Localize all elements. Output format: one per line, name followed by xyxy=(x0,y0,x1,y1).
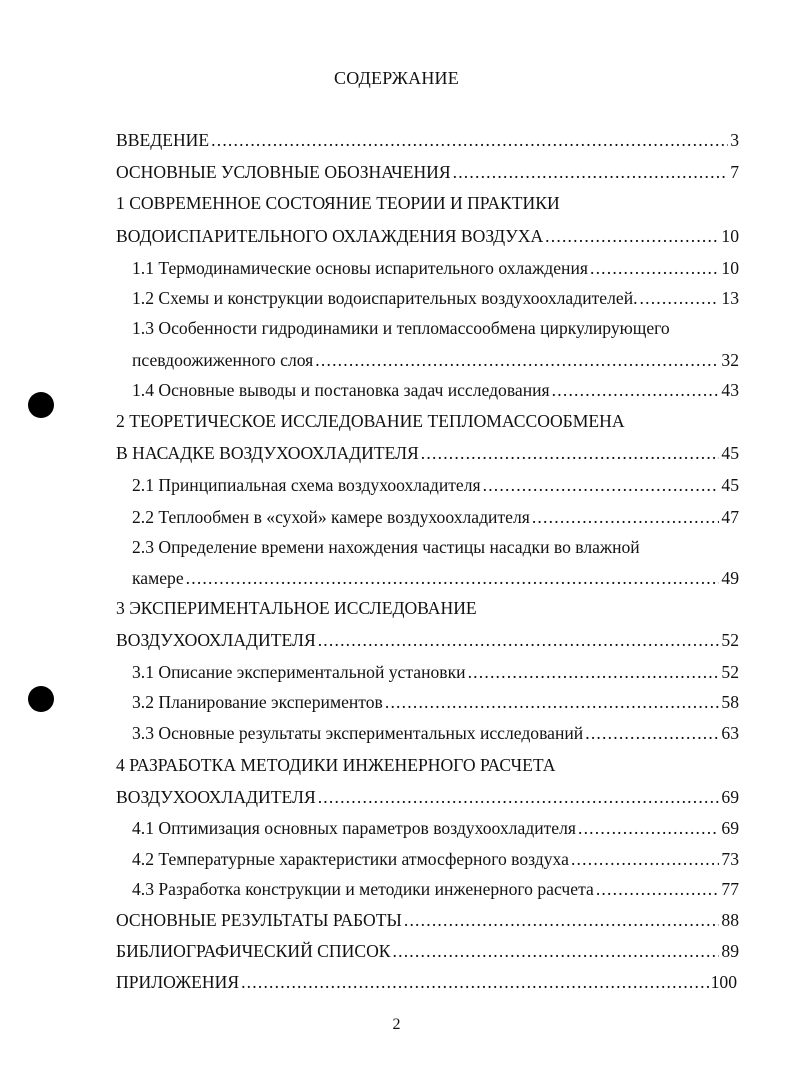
dot-leader xyxy=(552,378,720,402)
punch-hole xyxy=(28,686,54,712)
toc-page-number: 69 xyxy=(721,818,739,838)
toc-subentry[interactable] xyxy=(132,690,739,714)
toc-entry[interactable] xyxy=(116,628,739,652)
toc-entry-text: 4.2 Температурные характеристики атмосферного воздуха xyxy=(132,849,569,869)
dot-leader xyxy=(186,566,720,590)
toc-entry-text: В НАСАДКЕ ВОЗДУХООХЛАДИТЕЛЯ xyxy=(116,443,419,463)
dot-leader xyxy=(468,660,720,684)
dot-leader xyxy=(545,224,719,248)
toc-entry-text: ВОДОИСПАРИТЕЛЬНОГО ОХЛАЖДЕНИЯ ВОЗДУХА xyxy=(116,226,544,246)
dot-leader xyxy=(483,473,720,497)
toc-entry-text: 1.1 Термодинамические основы испарительного охлаждения xyxy=(132,258,588,278)
toc-page-number: 13 xyxy=(721,288,739,308)
toc-entry-text: ВВЕДЕНИЕ xyxy=(116,130,210,150)
toc-page-number: 3 xyxy=(730,130,739,150)
toc-entry-heading-line: 4 РАЗРАБОТКА МЕТОДИКИ ИНЖЕНЕРНОГО РАСЧЕТА xyxy=(116,755,556,775)
toc-entry[interactable] xyxy=(116,970,737,994)
toc-entry[interactable] xyxy=(116,908,739,932)
toc-entry-text: ОСНОВНЫЕ РЕЗУЛЬТАТЫ РАБОТЫ xyxy=(116,910,402,930)
toc-subentry[interactable] xyxy=(132,566,739,590)
toc-page-number: 45 xyxy=(721,475,739,495)
toc-page-number: 69 xyxy=(721,787,739,807)
toc-entry-heading-line: 2 ТЕОРЕТИЧЕСКОЕ ИССЛЕДОВАНИЕ ТЕПЛОМАССООБМЕНА xyxy=(116,411,625,431)
toc-subentry[interactable] xyxy=(132,505,739,529)
toc-page-number: 10 xyxy=(721,258,739,278)
dot-leader xyxy=(532,505,720,529)
toc-entry-text: ОСНОВНЫЕ УСЛОВНЫЕ ОБОЗНАЧЕНИЯ xyxy=(116,162,451,182)
toc-subentry[interactable] xyxy=(132,721,739,745)
toc-page-number: 47 xyxy=(721,507,739,527)
dot-leader xyxy=(596,877,720,901)
dot-leader xyxy=(578,816,719,840)
toc-entry-text: 4.1 Оптимизация основных параметров воздухоохладителя xyxy=(132,818,576,838)
toc-entry-text: 1.2 Схемы и конструкции водоиспарительных воздухоохладителей. xyxy=(132,288,638,308)
toc-page-number: 100 xyxy=(710,972,737,992)
toc-page-number: 10 xyxy=(721,226,739,246)
dot-leader xyxy=(590,256,719,280)
toc-entry-text: ВОЗДУХООХЛАДИТЕЛЯ xyxy=(116,787,316,807)
page-number: 2 xyxy=(392,1016,401,1033)
toc-entry-text: 3.1 Описание экспериментальной установки xyxy=(132,662,466,682)
toc-subentry[interactable] xyxy=(132,348,739,372)
toc-page-number: 89 xyxy=(721,941,739,961)
toc-page-number: 63 xyxy=(721,723,739,743)
toc-subentry[interactable] xyxy=(132,473,739,497)
dot-leader xyxy=(640,286,720,310)
toc-subentry[interactable] xyxy=(132,286,739,310)
page-title: СОДЕРЖАНИЕ xyxy=(334,68,459,88)
toc-entry-text: БИБЛИОГРАФИЧЕСКИЙ СПИСОК xyxy=(116,941,391,961)
punch-hole xyxy=(28,392,54,418)
dot-leader xyxy=(404,908,720,932)
toc-entry[interactable] xyxy=(116,160,739,184)
dot-leader xyxy=(421,441,720,465)
dot-leader xyxy=(315,348,719,372)
toc-entry-text: 3.3 Основные результаты экспериментальных исследований xyxy=(132,723,584,743)
toc-entry-text: 2.2 Теплообмен в «сухой» камере воздухоохладителя xyxy=(132,507,530,527)
toc-subentry[interactable] xyxy=(132,847,739,871)
toc-page-number: 32 xyxy=(721,350,739,370)
toc-entry-text: 1.4 Основные выводы и постановка задач исследования xyxy=(132,380,550,400)
toc-page-number: 77 xyxy=(721,879,739,899)
toc-entry[interactable] xyxy=(116,224,739,248)
toc-page-number: 58 xyxy=(721,692,739,712)
toc-entry-text: 4.3 Разработка конструкции и методики инженерного расчета xyxy=(132,879,594,899)
dot-leader xyxy=(571,847,719,871)
toc-subentry[interactable] xyxy=(132,660,739,684)
toc-entry-heading-line: 1.3 Особенности гидродинамики и тепломассообмена циркулирующего xyxy=(132,318,670,338)
toc-page-number: 52 xyxy=(721,630,739,650)
toc-entry[interactable] xyxy=(116,939,739,963)
toc-entry[interactable] xyxy=(116,785,739,809)
toc-page-number: 43 xyxy=(721,380,739,400)
dot-leader xyxy=(241,970,709,994)
toc-entry-text: ПРИЛОЖЕНИЯ xyxy=(116,972,240,992)
toc-subentry[interactable] xyxy=(132,378,739,402)
dot-leader xyxy=(318,628,720,652)
toc-page-number: 45 xyxy=(721,443,739,463)
toc-page-number: 88 xyxy=(721,910,739,930)
dot-leader xyxy=(453,160,729,184)
toc-entry-text: 3.2 Планирование экспериментов xyxy=(132,692,383,712)
toc-subentry[interactable] xyxy=(132,256,739,280)
toc-entry-heading-line: 1 СОВРЕМЕННОЕ СОСТОЯНИЕ ТЕОРИИ И ПРАКТИКИ xyxy=(116,193,560,213)
toc-page-number: 49 xyxy=(721,568,739,588)
dot-leader xyxy=(318,785,720,809)
toc-subentry[interactable] xyxy=(132,877,739,901)
toc-entry-text: 2.1 Принципиальная схема воздухоохладителя xyxy=(132,475,481,495)
toc-entry-heading-line: 2.3 Определение времени нахождения частицы насадки во влажной xyxy=(132,537,640,557)
toc-subentry[interactable] xyxy=(132,816,739,840)
dot-leader xyxy=(585,721,719,745)
toc-entry[interactable] xyxy=(116,441,739,465)
dot-leader xyxy=(211,128,728,152)
toc-entry[interactable] xyxy=(116,128,739,152)
toc-page-number: 7 xyxy=(730,162,739,182)
toc-entry-text: ВОЗДУХООХЛАДИТЕЛЯ xyxy=(116,630,316,650)
toc-entry-text: псевдоожиженного слоя xyxy=(132,350,314,370)
dot-leader xyxy=(393,939,720,963)
toc-page-number: 52 xyxy=(721,662,739,682)
toc-page-number: 73 xyxy=(721,849,739,869)
dot-leader xyxy=(385,690,720,714)
toc-entry-text: камере xyxy=(132,568,184,588)
toc-entry-heading-line: 3 ЭКСПЕРИМЕНТАЛЬНОЕ ИССЛЕДОВАНИЕ xyxy=(116,598,477,618)
